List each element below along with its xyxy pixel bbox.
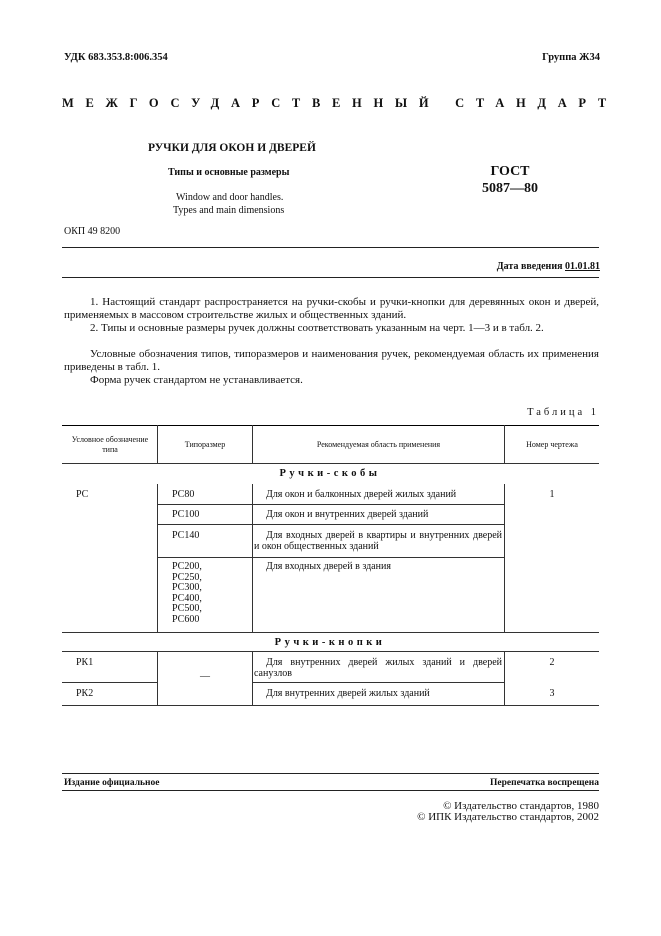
gost-designation — [470, 163, 550, 197]
reprint-prohibited: Перепечатка воспрещена — [489, 778, 599, 788]
table-cell-size: РС80 — [172, 489, 195, 500]
table-caption: Таблица 1 — [527, 407, 599, 418]
gost-label: ГОСТ — [490, 164, 530, 179]
copyright-1980: © Издательство стандартов, 1980 — [443, 800, 599, 812]
col-header-drawing: Номер чертежа — [526, 440, 578, 449]
paragraph-1: 1. Настоящий стандарт распространяется на ручки-скобы и ручки-кнопки для деревянных окон и дверей, применяемых в массовом строительстве жилых и общественных зданий. — [64, 296, 599, 321]
paragraph-2: 2. Типы и основные размеры ручек должны соответствовать указанным на черт. 1—3 и в табл. 2. — [90, 322, 544, 334]
col-header-size: Типоразмер — [184, 440, 226, 449]
section-skoby: Ручки-скобы — [279, 468, 381, 479]
intro-date-value: 01.01.81 — [565, 261, 600, 272]
date-rule — [62, 277, 599, 278]
table-cell-size: РС140 — [172, 530, 200, 541]
document-title: РУЧКИ ДЛЯ ОКОН И ДВЕРЕЙ — [148, 142, 316, 154]
paragraph-3: Условные обозначения типов, типоразмеров и наименования ручек, рекомендуемая область их применения приведены в табл. 1. — [64, 348, 599, 373]
table-cell-size-multi: РС200, РС250, РС300, РС400, РС500, РС600 — [172, 561, 202, 625]
table-cell-use: Для внутренних дверей жилых зданий — [266, 688, 430, 699]
udk-code: УДК 683.353.8:006.354 — [64, 52, 168, 63]
table-cell-type-rk2: РК2 — [76, 688, 94, 699]
table-cell-drawing: 2 — [549, 657, 555, 668]
table-cell-use: Для внутренних дверей жилых зданий и дверей санузлов — [254, 657, 502, 679]
table-cell-size-dash: — — [200, 671, 210, 682]
col-header-type: Условное обозначение типа — [71, 435, 149, 454]
group-code: Группа Ж34 — [542, 52, 600, 63]
english-title: Window and door handles. — [176, 192, 284, 203]
official-edition: Издание официальное — [64, 778, 160, 788]
copyright-2002: © ИПК Издательство стандартов, 2002 — [417, 811, 599, 823]
okp-code: ОКП 49 8200 — [64, 226, 121, 237]
table-cell-use: Для входных дверей в квартиры и внутренних дверей и окон общественных зданий — [254, 530, 502, 552]
introduction-date — [497, 261, 600, 272]
footer-rule — [62, 773, 599, 774]
col-header-use: Рекомендуемая область применения — [316, 440, 441, 449]
paragraph-4: Форма ручек стандартом не устанавливается. — [90, 374, 303, 386]
section-knopki: Ручки-кнопки — [274, 637, 386, 648]
table-cell-use: Для окон и балконных дверей жилых зданий — [266, 489, 457, 500]
table-cell-use: Для окон и внутренних дверей зданий — [266, 509, 429, 520]
english-subtitle: Types and main dimensions — [173, 205, 285, 216]
table-cell-drawing: 3 — [549, 688, 555, 699]
table-cell-use: Для входных дверей в здания — [266, 561, 391, 572]
interstate-standard-heading: МЕЖГОСУДАРСТВЕННЫЙ СТАНДАРТ — [62, 96, 618, 110]
table-cell-type-rk1: РК1 — [76, 657, 94, 668]
table-cell-size: РС100 — [172, 509, 200, 520]
footer-rule-2 — [62, 790, 599, 791]
header-rule — [62, 247, 599, 248]
gost-number: 5087—80 — [482, 181, 538, 196]
table-cell-type-rs: РС — [76, 489, 89, 500]
intro-date-label: Дата введения — [496, 261, 563, 272]
document-subtitle: Типы и основные размеры — [168, 167, 290, 178]
table-cell-drawing: 1 — [549, 489, 555, 500]
